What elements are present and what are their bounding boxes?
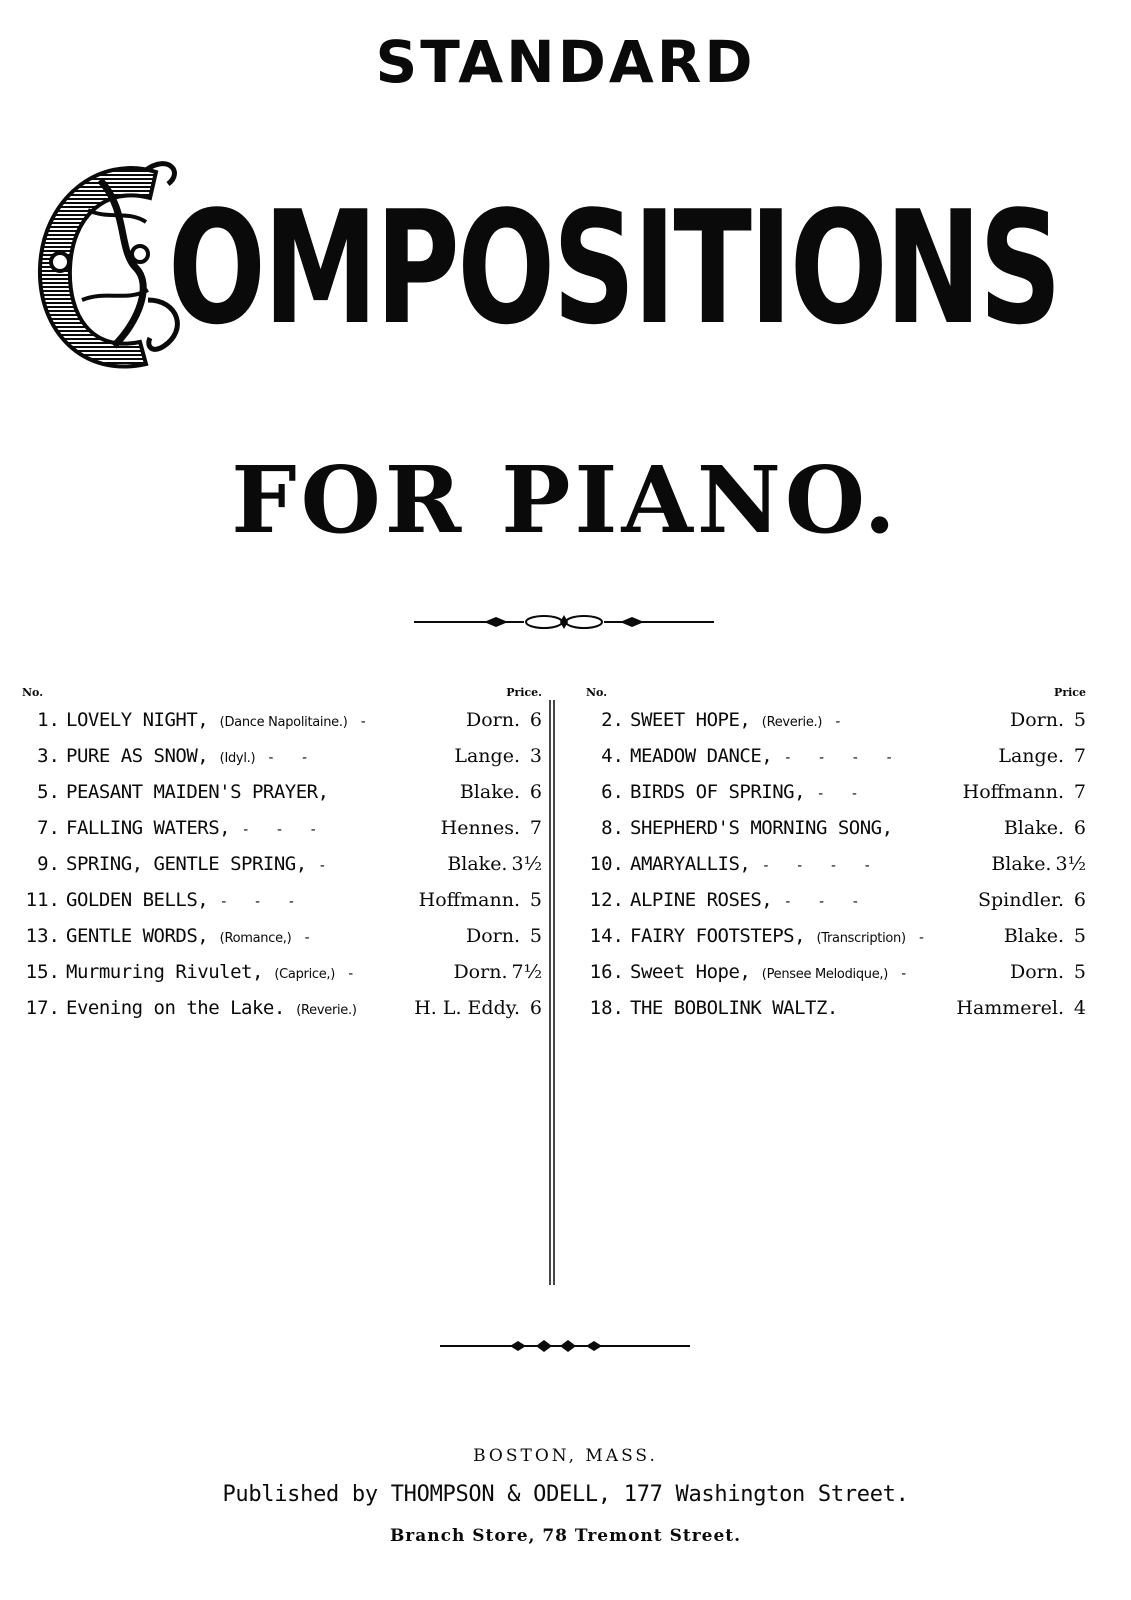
entry-leader-dashes: - - - - — [783, 750, 894, 766]
entry-price: 6 — [529, 997, 542, 1019]
entry-number: 9. — [37, 853, 60, 875]
entry-composer: Hoffmann. — [418, 889, 520, 911]
entry-leader-dashes: - — [346, 966, 355, 982]
entry-title: AMARYALLIS, — [630, 853, 751, 875]
entry-price: 5 — [529, 925, 542, 947]
entry-composer: Dorn. — [453, 961, 508, 983]
entry-title: SHEPHERD'S MORNING SONG, — [630, 817, 893, 839]
catalog-entry — [586, 846, 1086, 882]
entry-title: PURE AS SNOW, — [66, 745, 209, 767]
entry-title: FALLING WATERS, — [66, 817, 231, 839]
column-header — [22, 686, 542, 702]
ornament-divider-bottom-icon — [440, 1338, 690, 1354]
catalog-entry — [22, 990, 542, 1026]
catalog-entry — [586, 774, 1086, 810]
entry-title: MEADOW DANCE, — [630, 745, 773, 767]
entry-composer-price — [462, 702, 542, 738]
entry-leader-dashes: - - - — [219, 894, 296, 910]
entry-number: 13. — [25, 925, 60, 947]
entry-leader-dashes: - — [358, 714, 368, 730]
entry-price: 3½ — [511, 853, 542, 875]
entry-price: 6 — [1073, 889, 1086, 911]
entry-price: 6 — [1073, 817, 1086, 839]
entry-number: 3. — [37, 745, 60, 767]
catalog-entry — [22, 918, 542, 954]
entry-number: 18. — [589, 997, 624, 1019]
catalog-entry — [586, 954, 1086, 990]
header-number: No. — [22, 686, 44, 699]
entry-subtitle: (Romance,) — [219, 931, 292, 946]
entry-subtitle: (Reverie.) — [761, 715, 823, 730]
entry-leader-dashes: - — [899, 966, 908, 982]
entry-subtitle: (Caprice,) — [274, 967, 336, 982]
entry-title: SWEET HOPE, — [630, 709, 751, 731]
entry-composer-price — [952, 990, 1086, 1026]
entry-composer: Blake. — [991, 853, 1052, 875]
column-header — [586, 686, 1086, 702]
entry-title: SPRING, GENTLE SPRING, — [66, 853, 307, 875]
catalog-entry — [586, 918, 1086, 954]
entry-composer-price — [415, 882, 542, 918]
entry-subtitle: (Transcription) — [816, 931, 906, 946]
entry-composer: Dorn. — [1009, 961, 1064, 983]
entry-composer: H. L. Eddy. — [414, 997, 520, 1019]
entry-price: 7 — [1073, 745, 1086, 767]
catalog-entry — [586, 990, 1086, 1026]
catalog-entry — [22, 846, 542, 882]
entry-composer-price — [437, 810, 542, 846]
entry-price: 5 — [1073, 925, 1086, 947]
title-compositions — [28, 150, 1108, 380]
title-for-piano: FOR PIANO. — [231, 446, 900, 554]
catalog-column-left — [22, 686, 542, 1026]
entry-composer-price — [994, 738, 1086, 774]
entry-composer-price — [462, 918, 542, 954]
entry-composer: Hoffmann. — [962, 781, 1064, 803]
footer-branch-store: Branch Store, 78 Tremont Street. — [389, 1526, 742, 1546]
entry-composer-price — [1006, 954, 1086, 990]
entry-composer-price — [959, 774, 1086, 810]
entry-title: BIRDS OF SPRING, — [630, 781, 806, 803]
entry-title: Sweet Hope, — [630, 961, 751, 983]
entry-composer-price — [974, 882, 1086, 918]
catalog-entry — [22, 702, 542, 738]
entry-price: 5 — [529, 889, 542, 911]
entry-price: 7 — [1073, 781, 1086, 803]
entry-subtitle: (Idyl.) — [219, 751, 256, 766]
entry-composer: Spindler. — [977, 889, 1064, 911]
entry-composer-price — [443, 846, 542, 882]
entry-price: 4 — [1073, 997, 1086, 1019]
entry-subtitle: (Dance Napolitaine.) — [219, 715, 348, 730]
catalog-entry — [586, 882, 1086, 918]
catalog-list-left — [22, 702, 542, 1026]
catalog-entry — [586, 702, 1086, 738]
entry-composer-price — [987, 846, 1086, 882]
header-number: No. — [586, 686, 608, 699]
entry-leader-dashes: - - - - — [761, 858, 872, 874]
entry-number: 7. — [37, 817, 60, 839]
entry-price: 3 — [529, 745, 542, 767]
catalog-entry — [22, 882, 542, 918]
entry-composer: Lange. — [454, 745, 520, 767]
footer-city: BOSTON, MASS. — [473, 1446, 658, 1466]
entry-composer: Dorn. — [465, 709, 520, 731]
entry-title: PEASANT MAIDEN'S PRAYER, — [66, 781, 329, 803]
catalog-entry — [586, 738, 1086, 774]
entry-composer: Dorn. — [465, 925, 520, 947]
entry-composer: Lange. — [998, 745, 1064, 767]
entry-number: 2. — [601, 709, 624, 731]
entry-composer: Hammerel. — [956, 997, 1064, 1019]
entry-title: GOLDEN BELLS, — [66, 889, 209, 911]
entry-composer: Hennes. — [440, 817, 520, 839]
entry-number: 6. — [601, 781, 624, 803]
entry-subtitle: (Pensee Melodique,) — [761, 967, 889, 982]
catalog-entry — [22, 738, 542, 774]
entry-price: 3½ — [1055, 853, 1086, 875]
entry-number: 1. — [37, 709, 60, 731]
header-price: Price — [1054, 686, 1086, 699]
entry-composer-price — [1000, 918, 1086, 954]
entry-composer-price — [449, 954, 542, 990]
entry-number: 17. — [25, 997, 60, 1019]
entry-composer: Blake. — [447, 853, 508, 875]
entry-price: 7 — [529, 817, 542, 839]
entry-number: 5. — [37, 781, 60, 803]
entry-number: 16. — [589, 961, 624, 983]
entry-price: 6 — [529, 781, 542, 803]
entry-composer-price — [410, 990, 542, 1026]
entry-composer: Blake. — [1003, 817, 1064, 839]
catalog-entry — [586, 810, 1086, 846]
entry-composer-price — [1000, 810, 1086, 846]
entry-title: FAIRY FOOTSTEPS, — [630, 925, 806, 947]
entry-leader-dashes: - — [302, 930, 312, 946]
catalog-entry — [22, 954, 542, 990]
catalog-entry — [22, 774, 542, 810]
catalog-entry — [22, 810, 542, 846]
entry-composer-price — [456, 774, 542, 810]
entry-number: 4. — [601, 745, 624, 767]
entry-price: 6 — [529, 709, 542, 731]
entry-title: Murmuring Rivulet, — [66, 961, 263, 983]
footer-publisher: Published by THOMPSON & ODELL, 177 Washington Street. — [222, 1482, 909, 1507]
title-compositions-text: OMPOSITIONS — [168, 177, 1060, 359]
entry-title: LOVELY NIGHT, — [66, 709, 209, 731]
entry-title: ALPINE ROSES, — [630, 889, 773, 911]
catalog-column-right — [586, 686, 1086, 1026]
entry-number: 14. — [589, 925, 624, 947]
entry-leader-dashes: - — [318, 858, 327, 874]
entry-price: 5 — [1073, 709, 1086, 731]
entry-price: 5 — [1073, 961, 1086, 983]
entry-subtitle: (Reverie.) — [296, 1003, 357, 1018]
entry-number: 15. — [25, 961, 60, 983]
entry-leader-dashes: - - — [266, 750, 309, 766]
entry-leader-dashes: - - - — [783, 894, 860, 910]
column-divider — [546, 700, 558, 1285]
entry-title: THE BOBOLINK WALTZ. — [630, 997, 838, 1019]
entry-composer: Blake. — [1003, 925, 1064, 947]
entry-number: 12. — [589, 889, 624, 911]
entry-number: 11. — [25, 889, 60, 911]
entry-leader-dashes: - - - — [241, 822, 318, 838]
entry-composer-price — [1006, 702, 1086, 738]
entry-number: 8. — [601, 817, 624, 839]
ornament-divider-top-icon — [414, 612, 714, 632]
entry-title: GENTLE WORDS, — [66, 925, 209, 947]
entry-price: 7½ — [511, 961, 542, 983]
header-price: Price. — [506, 686, 542, 699]
entry-number: 10. — [589, 853, 624, 875]
entry-leader-dashes: - — [833, 714, 843, 730]
catalog-list-right — [586, 702, 1086, 1026]
entry-title: Evening on the Lake. — [66, 997, 285, 1019]
entry-composer: Blake. — [459, 781, 520, 803]
title-standard: STANDARD — [375, 28, 756, 96]
entry-leader-dashes: - — [917, 930, 926, 946]
entry-leader-dashes: - - — [816, 786, 859, 802]
entry-composer-price — [450, 738, 542, 774]
entry-composer: Dorn. — [1009, 709, 1064, 731]
